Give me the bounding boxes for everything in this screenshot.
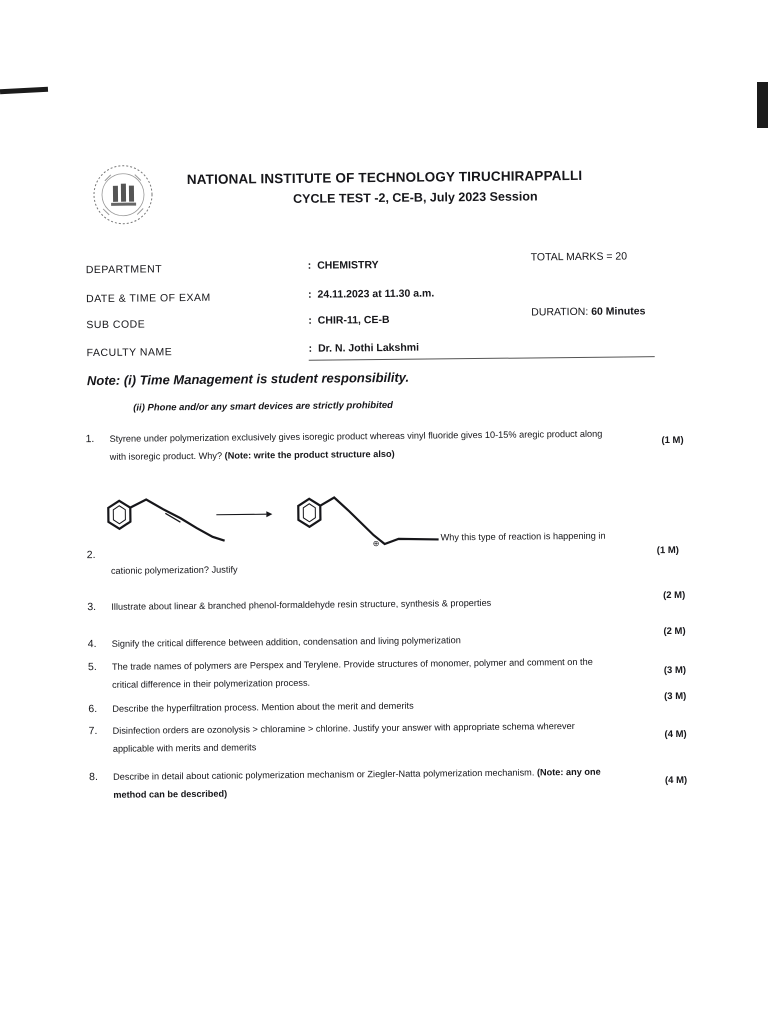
question-3 (87, 589, 686, 618)
question-marks: (4 M) (664, 774, 688, 787)
question-text: Signify the critical difference between addition, condensation and living polymerization (111, 635, 461, 649)
question-2-text: Why this type of reaction is happening in (440, 530, 606, 543)
date-value-text: 24.11.2023 at 11.30 a.m. (317, 287, 435, 301)
note-time-management: Note: (i) Time Management is student responsibility. (86, 369, 410, 389)
department-label: DEPARTMENT (85, 263, 163, 277)
question-7 (89, 716, 687, 760)
question-2-marks: (1 M) (656, 544, 679, 557)
question-number: 4. (87, 638, 97, 651)
department-value: : CHEMISTRY (307, 259, 379, 272)
department-value-text: CHEMISTRY (317, 259, 379, 272)
faculty-label: FACULTY NAME (86, 346, 173, 360)
question-5 (88, 652, 686, 696)
institute-title: NATIONAL INSTITUTE OF TECHNOLOGY TIRUCHIRAPPALLI (186, 167, 583, 188)
question-note: (Note: any one method can be described) (113, 766, 601, 800)
question-2-text-continued: cationic polymerization? Justify (110, 564, 238, 576)
nit-trichy-logo (91, 162, 156, 227)
question-8 (89, 762, 687, 808)
exam-title: CYCLE TEST -2, CE-B, July 2023 Session (292, 189, 538, 206)
scan-edge-mark-left (0, 87, 48, 95)
question-text (109, 425, 609, 466)
question-number: 7. (88, 725, 98, 738)
total-marks: TOTAL MARKS = 20 (530, 250, 628, 264)
subcode-label: SUB CODE (86, 318, 146, 332)
scan-edge-mark-right (757, 82, 768, 128)
reaction-structure-diagram (106, 482, 447, 562)
cation-symbol: ⊕ (372, 539, 380, 549)
question-text: Describe the hyperfiltration process. Mention about the merit and demerits (112, 700, 414, 714)
faculty-value-text: Dr. N. Jothi Lakshmi (317, 341, 420, 355)
question-1 (85, 424, 683, 470)
date-label: DATE & TIME OF EXAM (86, 291, 211, 306)
question-2-number: 2. (86, 549, 96, 562)
question-body: Styrene under polymerization exclusively gives isoregic product whereas vinyl fluoride gives 10-15% aregic product along with isoregic product. Why? (109, 428, 603, 462)
question-marks: (1 M) (661, 434, 684, 447)
question-marks: (2 M) (662, 589, 686, 602)
date-value: : 24.11.2023 at 11.30 a.m. (307, 287, 435, 301)
duration-value: 60 Minutes (591, 305, 646, 318)
duration (531, 305, 645, 318)
question-number: 6. (88, 703, 98, 716)
question-number: 1. (85, 433, 95, 446)
question-number: 8. (89, 771, 98, 784)
question-text: The trade names of polymers are Perspex and Terylene. Provide structures of monomer, polymer and comment on the critical difference in their polymerization process. (111, 656, 593, 690)
exam-paper (75, 147, 694, 813)
question-4 (87, 625, 686, 655)
question-note: (Note: write the product structure also) (224, 448, 395, 461)
subcode-value: : CHIR-11, CE-B (308, 313, 390, 327)
duration-label: DURATION: (531, 305, 589, 319)
question-body: Describe in detail about cationic polymerization mechanism or Ziegler-Natta polymerization mechanism. (113, 767, 535, 782)
question-marks: (4 M) (664, 728, 687, 741)
header-divider (309, 356, 655, 361)
subcode-value-text: CHIR-11, CE-B (317, 313, 390, 327)
question-marks: (3 M) (664, 690, 687, 703)
note-phone-prohibited: (ii) Phone and/or any smart devices are strictly prohibited (133, 399, 394, 414)
faculty-value: : Dr. N. Jothi Lakshmi (308, 341, 420, 355)
question-marks: (3 M) (663, 664, 687, 677)
question-number: 5. (87, 661, 97, 674)
question-text: Illustrate about linear & branched phenol-formaldehyde resin structure, synthesis & properties (111, 597, 492, 612)
question-text: Disinfection orders are ozonolysis > chloramine > chlorine. Justify your answer with appropriate schema wherever applicable with merits and demerits (112, 721, 575, 754)
question-marks: (2 M) (663, 625, 686, 638)
question-number: 3. (87, 601, 97, 614)
question-text (113, 763, 613, 804)
